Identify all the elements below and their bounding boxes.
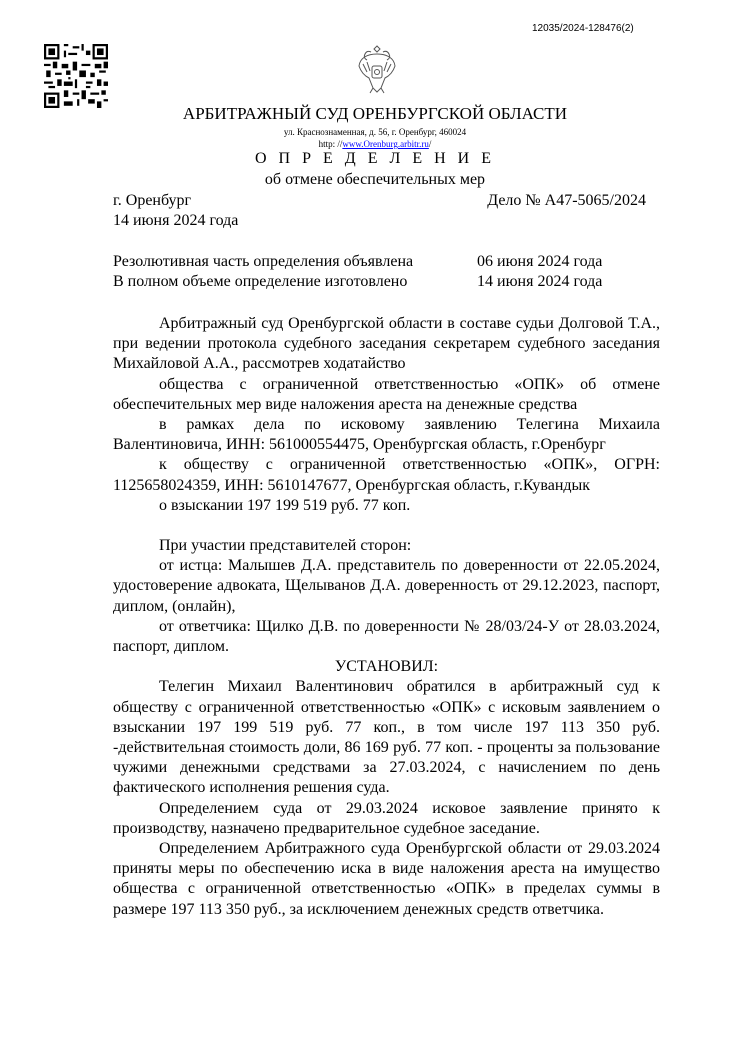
coat-of-arms-emblem — [357, 42, 397, 96]
spacer — [113, 516, 660, 536]
paragraph-1: Арбитражный суд Оренбургской области в составе судьи Долговой Т.А., при ведении протокола судебного заседания секретарем судебного заседания Михайловой А.А., рассмотрев ходатайство — [113, 315, 660, 373]
paragraph-10: Определением суда от 29.03.2024 исковое заявление принято к производству, назначено предварительное судебное заседание. — [113, 799, 660, 837]
document-date: 14 июня 2024 года — [113, 212, 239, 229]
qr-code-icon — [44, 44, 108, 108]
document-body — [113, 314, 660, 920]
url-suffix: / — [428, 139, 432, 149]
resolution-label-2: В полном объеме определение изготовлено — [113, 273, 408, 290]
court-address: ул. Краснознаменная, д. 56, г. Оренбург, 460024 — [283, 127, 467, 137]
document-title: О П Р Е Д Е Л Е Н И Е — [255, 150, 495, 167]
paragraph-7: от истца: Малышев Д.А. представитель по доверенности от 22.05.2024, удостоверение адвоката, Щелыванов Д.А. доверенность от 29.12.2023, паспорт, диплом, (онлайн), — [113, 557, 660, 615]
resolution-label-1: Резолютивная часть определения объявлена — [113, 253, 414, 270]
resolution-date-2: 14 июня 2024 года — [477, 273, 603, 290]
paragraph-9: Телегин Михаил Валентинович обратился в арбитражный суд к обществу с ограниченной ответственностью «ОПК» с исковым заявлением о взыскании 197 199 519 руб. 77 коп., в том числе 197 113 350 руб. -действительная стоимость доли, 86 169 руб. 77 коп. - проценты за пользование чужими денежными средствами за 27.03.2024, с начислением по день фактического исполнения решения суда. — [113, 678, 660, 797]
paragraph-11: Определением Арбитражного суда Оренбургской области от 29.03.2024 приняты меры по обеспечению иска в виде наложения ареста на имущество общества с ограниченной ответственностью «ОПК» в пределах суммы в размере 197 113 350 руб., за исключением денежных средств ответчика. — [113, 840, 660, 918]
resolution-date-1: 06 июня 2024 года — [477, 253, 603, 270]
case-number: Дело № А47-5065/2024 — [487, 192, 646, 209]
court-address-block — [0, 126, 750, 150]
paragraph-6: При участии представителей сторон: — [159, 537, 412, 555]
paragraph-8: от ответчика: Щилко Д.В. по доверенности № 28/03/24-У от 28.03.2024, паспорт, диплом. — [113, 617, 660, 656]
document-number: 12035/2024-128476(2) — [532, 23, 634, 34]
paragraph-4: к обществу с ограниченной ответственностью «ОПК», ОГРН: 1125658024359, ИНН: 5610147677, Оренбургская область, г.Кувандык — [113, 456, 660, 494]
paragraph-5: о взыскании 197 199 519 руб. 77 коп. — [159, 496, 411, 514]
court-website — [0, 138, 750, 150]
court-website-link[interactable]: www.Orenburg.arbitr.ru — [342, 139, 429, 149]
paragraph-3: в рамках дела по исковому заявлению Телегина Михаила Валентиновича, ИНН: 561000554475, Оренбургская область, г.Оренбург — [113, 416, 660, 454]
city: г. Оренбург — [113, 192, 192, 209]
document-subtitle: об отмене обеспечительных мер — [264, 171, 486, 188]
established-heading: УСТАНОВИЛ: — [334, 658, 439, 676]
court-name: АРБИТРАЖНЫЙ СУД ОРЕНБУРГСКОЙ ОБЛАСТИ — [182, 104, 568, 123]
url-prefix: http: // — [318, 139, 343, 149]
paragraph-2: общества с ограниченной ответственностью «ОПК» об отмене обеспечительных мер виде наложения ареста на денежные средства — [113, 375, 660, 413]
